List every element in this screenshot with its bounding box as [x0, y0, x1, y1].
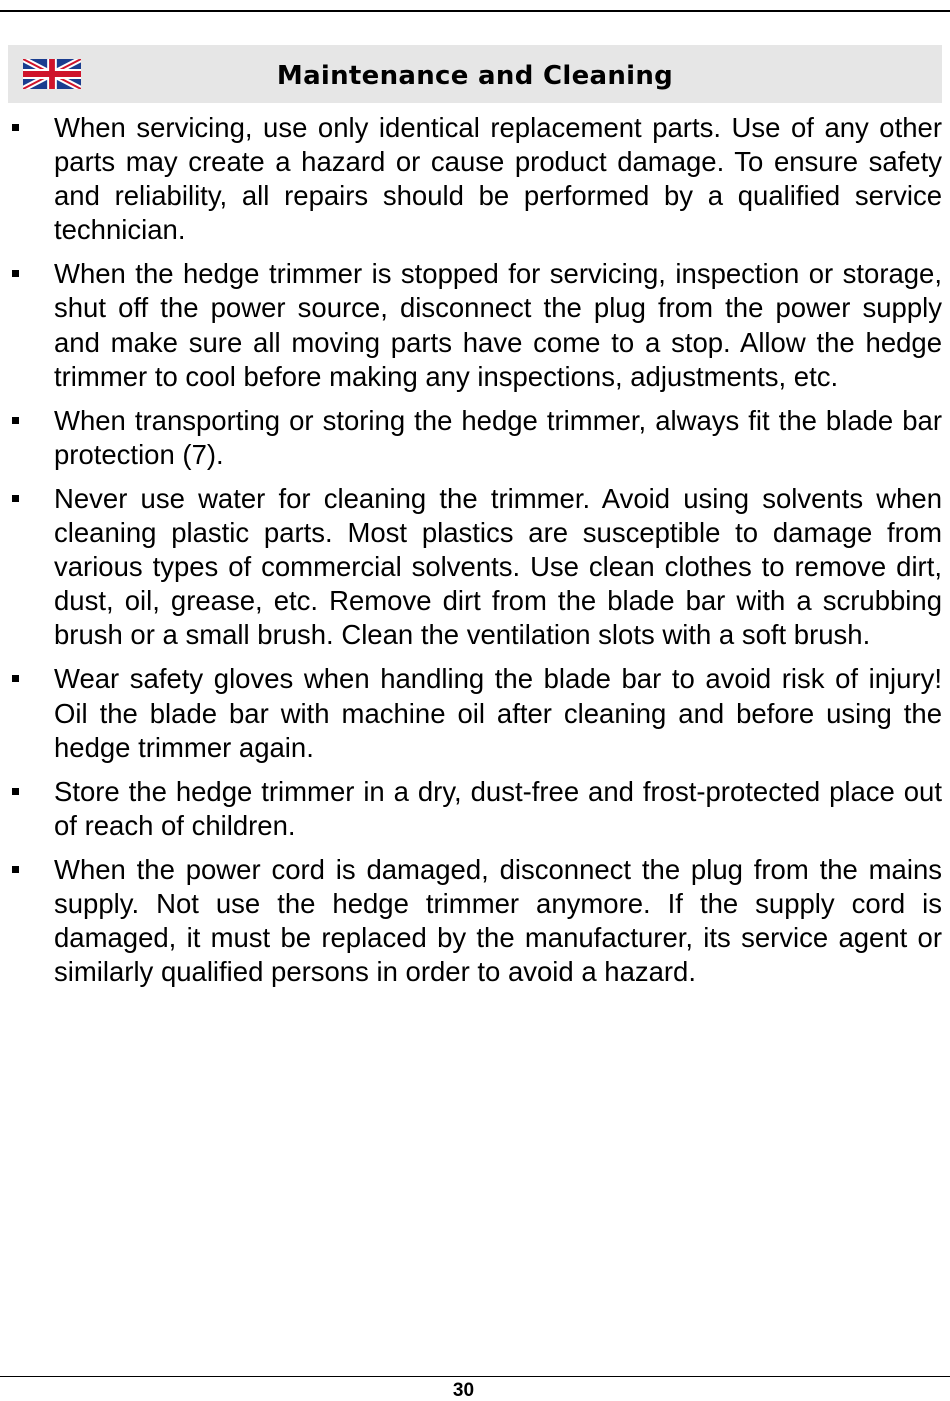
- square-bullet-icon: [12, 270, 19, 277]
- list-item: [0, 482, 950, 652]
- list-item: [0, 404, 950, 472]
- list-item: [0, 853, 950, 989]
- square-bullet-icon: [12, 124, 19, 131]
- page-number: 30: [452, 1380, 475, 1401]
- square-bullet-icon: [12, 495, 19, 502]
- top-rule: [0, 10, 950, 12]
- list-item-text: When the hedge trimmer is stopped for servicing, inspection or storage, shut off the power source, disconnect the plug from the power supply and make sure all moving parts have come to a stop. Allow the hedge trimmer to cool before making any inspections, adjustments, etc.: [54, 258, 942, 392]
- square-bullet-icon: [12, 417, 19, 424]
- footer-rule: [0, 1376, 950, 1377]
- page-title: Maintenance and Cleaning: [276, 61, 674, 91]
- list-item-text: Never use water for cleaning the trimmer. Avoid using solvents when cleaning plastic parts. Most plastics are susceptible to damage from various types of commercial solvents. Use clean clothes to remove dirt, dust, oil, grease, etc. Remove dirt from the blade bar with a scrubbing brush or a small brush. Clean the ventilation slots with a soft brush.: [54, 482, 942, 651]
- square-bullet-icon: [12, 675, 19, 682]
- list-item: [0, 257, 950, 393]
- list-item-text: When servicing, use only identical replacement parts. Use of any other parts may create a hazard or cause product damage. To ensure safety and reliability, all repairs should be performed by a qualified service technician.: [54, 112, 942, 246]
- square-bullet-icon: [12, 788, 19, 795]
- maintenance-list: [0, 111, 950, 999]
- list-item-text: Wear safety gloves when handling the blade bar to avoid risk of injury! Oil the blade bar with machine oil after cleaning and before using the hedge trimmer again.: [54, 663, 942, 763]
- list-item-text: Store the hedge trimmer in a dry, dust-free and frost-protected place out of reach of children.: [54, 775, 942, 841]
- square-bullet-icon: [12, 866, 19, 873]
- list-item-text: When transporting or storing the hedge trimmer, always fit the blade bar protection (7).: [54, 404, 942, 470]
- section-header: [8, 45, 942, 103]
- list-item: [0, 111, 950, 247]
- list-item-text: When the power cord is damaged, disconnect the plug from the mains supply. Not use the hedge trimmer anymore. If the supply cord is damaged, it must be replaced by the manufacturer, its service agent or similarly qualified persons in order to avoid a hazard.: [54, 853, 942, 988]
- list-item: [0, 662, 950, 764]
- list-item: [0, 775, 950, 843]
